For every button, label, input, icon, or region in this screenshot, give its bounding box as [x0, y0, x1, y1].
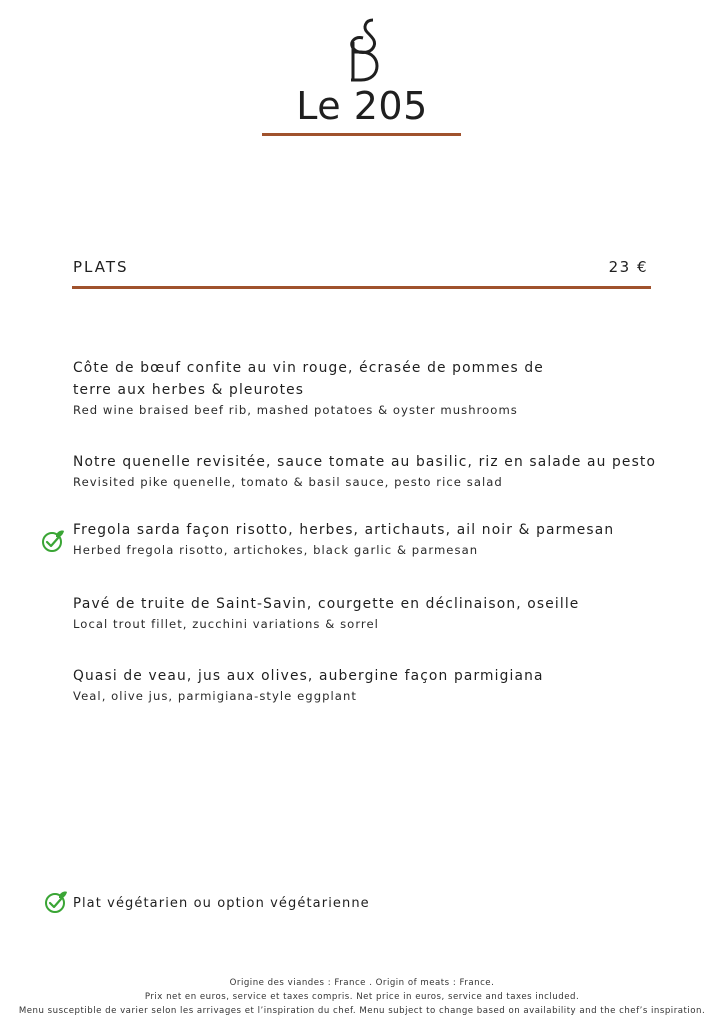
dish-name-fr: Quasi de veau, jus aux olives, aubergine façon parmigiana [73, 668, 544, 684]
dish-name-en: Local trout fillet, zucchini variations & sorrel [73, 617, 379, 631]
section-divider [72, 286, 651, 289]
header-divider [262, 133, 461, 136]
dish-name-en: Revisited pike quenelle, tomato & basil sauce, pesto rice salad [73, 475, 503, 489]
dish-item [73, 593, 703, 633]
interlaced-sd-monogram-icon [337, 18, 387, 84]
dish-name-en: Red wine braised beef rib, mashed potatoes & oyster mushrooms [73, 403, 518, 417]
restaurant-name: Le 205 [296, 84, 428, 128]
dish-item [73, 665, 703, 705]
dish-name-fr: Pavé de truite de Saint-Savin, courgette en déclinaison, oseille [73, 596, 580, 612]
footer-availability-note: Menu susceptible de varier selon les arrivages et l’inspiration du chef. Menu subject to change based on availability and the chef’s inspiration. [18, 1006, 706, 1016]
vegetarian-leaf-check-icon [41, 529, 65, 553]
vegetarian-legend: Plat végétarien ou option végétarienne [73, 896, 370, 911]
dish-name-fr: Côte de bœuf confite au vin rouge, écrasée de pommes de terre aux herbes & pleurotes [73, 360, 544, 398]
dish-name-en: Herbed fregola risotto, artichokes, black garlic & parmesan [73, 543, 479, 557]
dish-item [73, 451, 703, 491]
footer-notes [0, 976, 724, 1018]
vegetarian-leaf-check-icon [44, 890, 68, 914]
section-price: 23 € [608, 258, 648, 276]
dish-item [73, 519, 703, 559]
dish-name-en: Veal, olive jus, parmigiana-style eggplant [73, 689, 357, 703]
footer-meat-origin: Origine des viandes : France . Origin of meats : France. [229, 978, 495, 988]
dish-name-fr: Fregola sarda façon risotto, herbes, artichauts, ail noir & parmesan [73, 522, 615, 538]
dish-item [73, 357, 703, 419]
footer-price-note: Prix net en euros, service et taxes compris. Net price in euros, service and taxes included. [144, 992, 580, 1002]
section-title: PLATS [73, 258, 129, 276]
dish-name-fr: Notre quenelle revisitée, sauce tomate au basilic, riz en salade au pesto [73, 454, 657, 470]
